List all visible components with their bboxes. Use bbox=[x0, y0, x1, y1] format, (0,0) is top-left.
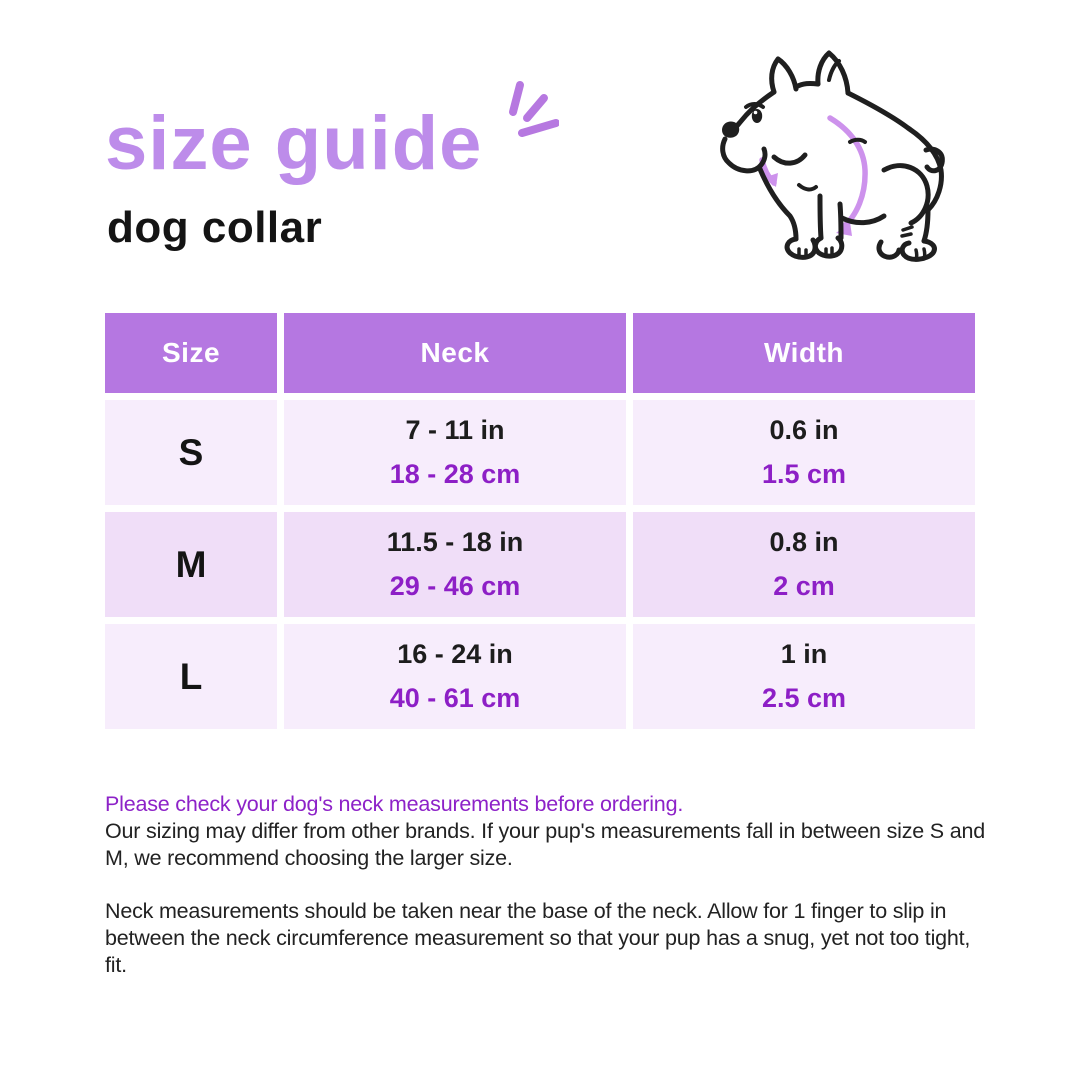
neck-inches: 16 - 24 in bbox=[397, 639, 513, 669]
size-table bbox=[105, 313, 975, 729]
note-highlight: Please check your dog's neck measurements before ordering. bbox=[105, 792, 684, 816]
column-header-width: Width bbox=[633, 313, 975, 393]
neck-centimeters: 40 - 61 cm bbox=[389, 683, 521, 713]
table-row-s-neck bbox=[284, 400, 626, 505]
sparkle-icon bbox=[497, 76, 559, 142]
size-label: L bbox=[179, 655, 203, 697]
width-centimeters: 2.5 cm bbox=[761, 683, 847, 713]
french-bulldog-illustration bbox=[700, 50, 970, 285]
table-row-s-width bbox=[633, 400, 975, 505]
neck-inches: 7 - 11 in bbox=[405, 415, 505, 445]
width-inches: 0.6 in bbox=[769, 415, 839, 445]
size-label: S bbox=[178, 431, 204, 473]
width-inches: 1 in bbox=[780, 639, 828, 669]
table-row-s-size bbox=[105, 400, 277, 505]
page-subtitle: dog collar bbox=[107, 203, 323, 252]
collar-measure-arc-icon bbox=[762, 118, 865, 228]
table-row-l-size bbox=[105, 624, 277, 729]
column-header-size: Size bbox=[105, 313, 277, 393]
neck-inches: 11.5 - 18 in bbox=[386, 527, 524, 557]
table-row-m-width bbox=[633, 512, 975, 617]
page-title: size guide bbox=[105, 101, 483, 186]
width-inches: 0.8 in bbox=[769, 527, 839, 557]
table-row-m-size bbox=[105, 512, 277, 617]
column-header-neck: Neck bbox=[284, 313, 626, 393]
note-paragraph-2: Neck measurements should be taken near the base of the neck. Allow for 1 finger to slip in between the neck circumference measurement so that your pup has a snug, yet not too tight, fit. bbox=[105, 899, 971, 977]
neck-centimeters: 29 - 46 cm bbox=[389, 571, 521, 601]
size-label: M bbox=[175, 543, 207, 585]
note-paragraph-1: Our sizing may differ from other brands. If your pup's measurements fall in between size S and M, we recommend choosing the larger size. bbox=[105, 819, 985, 870]
width-centimeters: 1.5 cm bbox=[761, 459, 847, 489]
table-row-l-neck bbox=[284, 624, 626, 729]
table-row-l-width bbox=[633, 624, 975, 729]
table-row-m-neck bbox=[284, 512, 626, 617]
width-centimeters: 2 cm bbox=[773, 571, 835, 601]
neck-centimeters: 18 - 28 cm bbox=[389, 459, 521, 489]
notes-section bbox=[105, 791, 985, 979]
